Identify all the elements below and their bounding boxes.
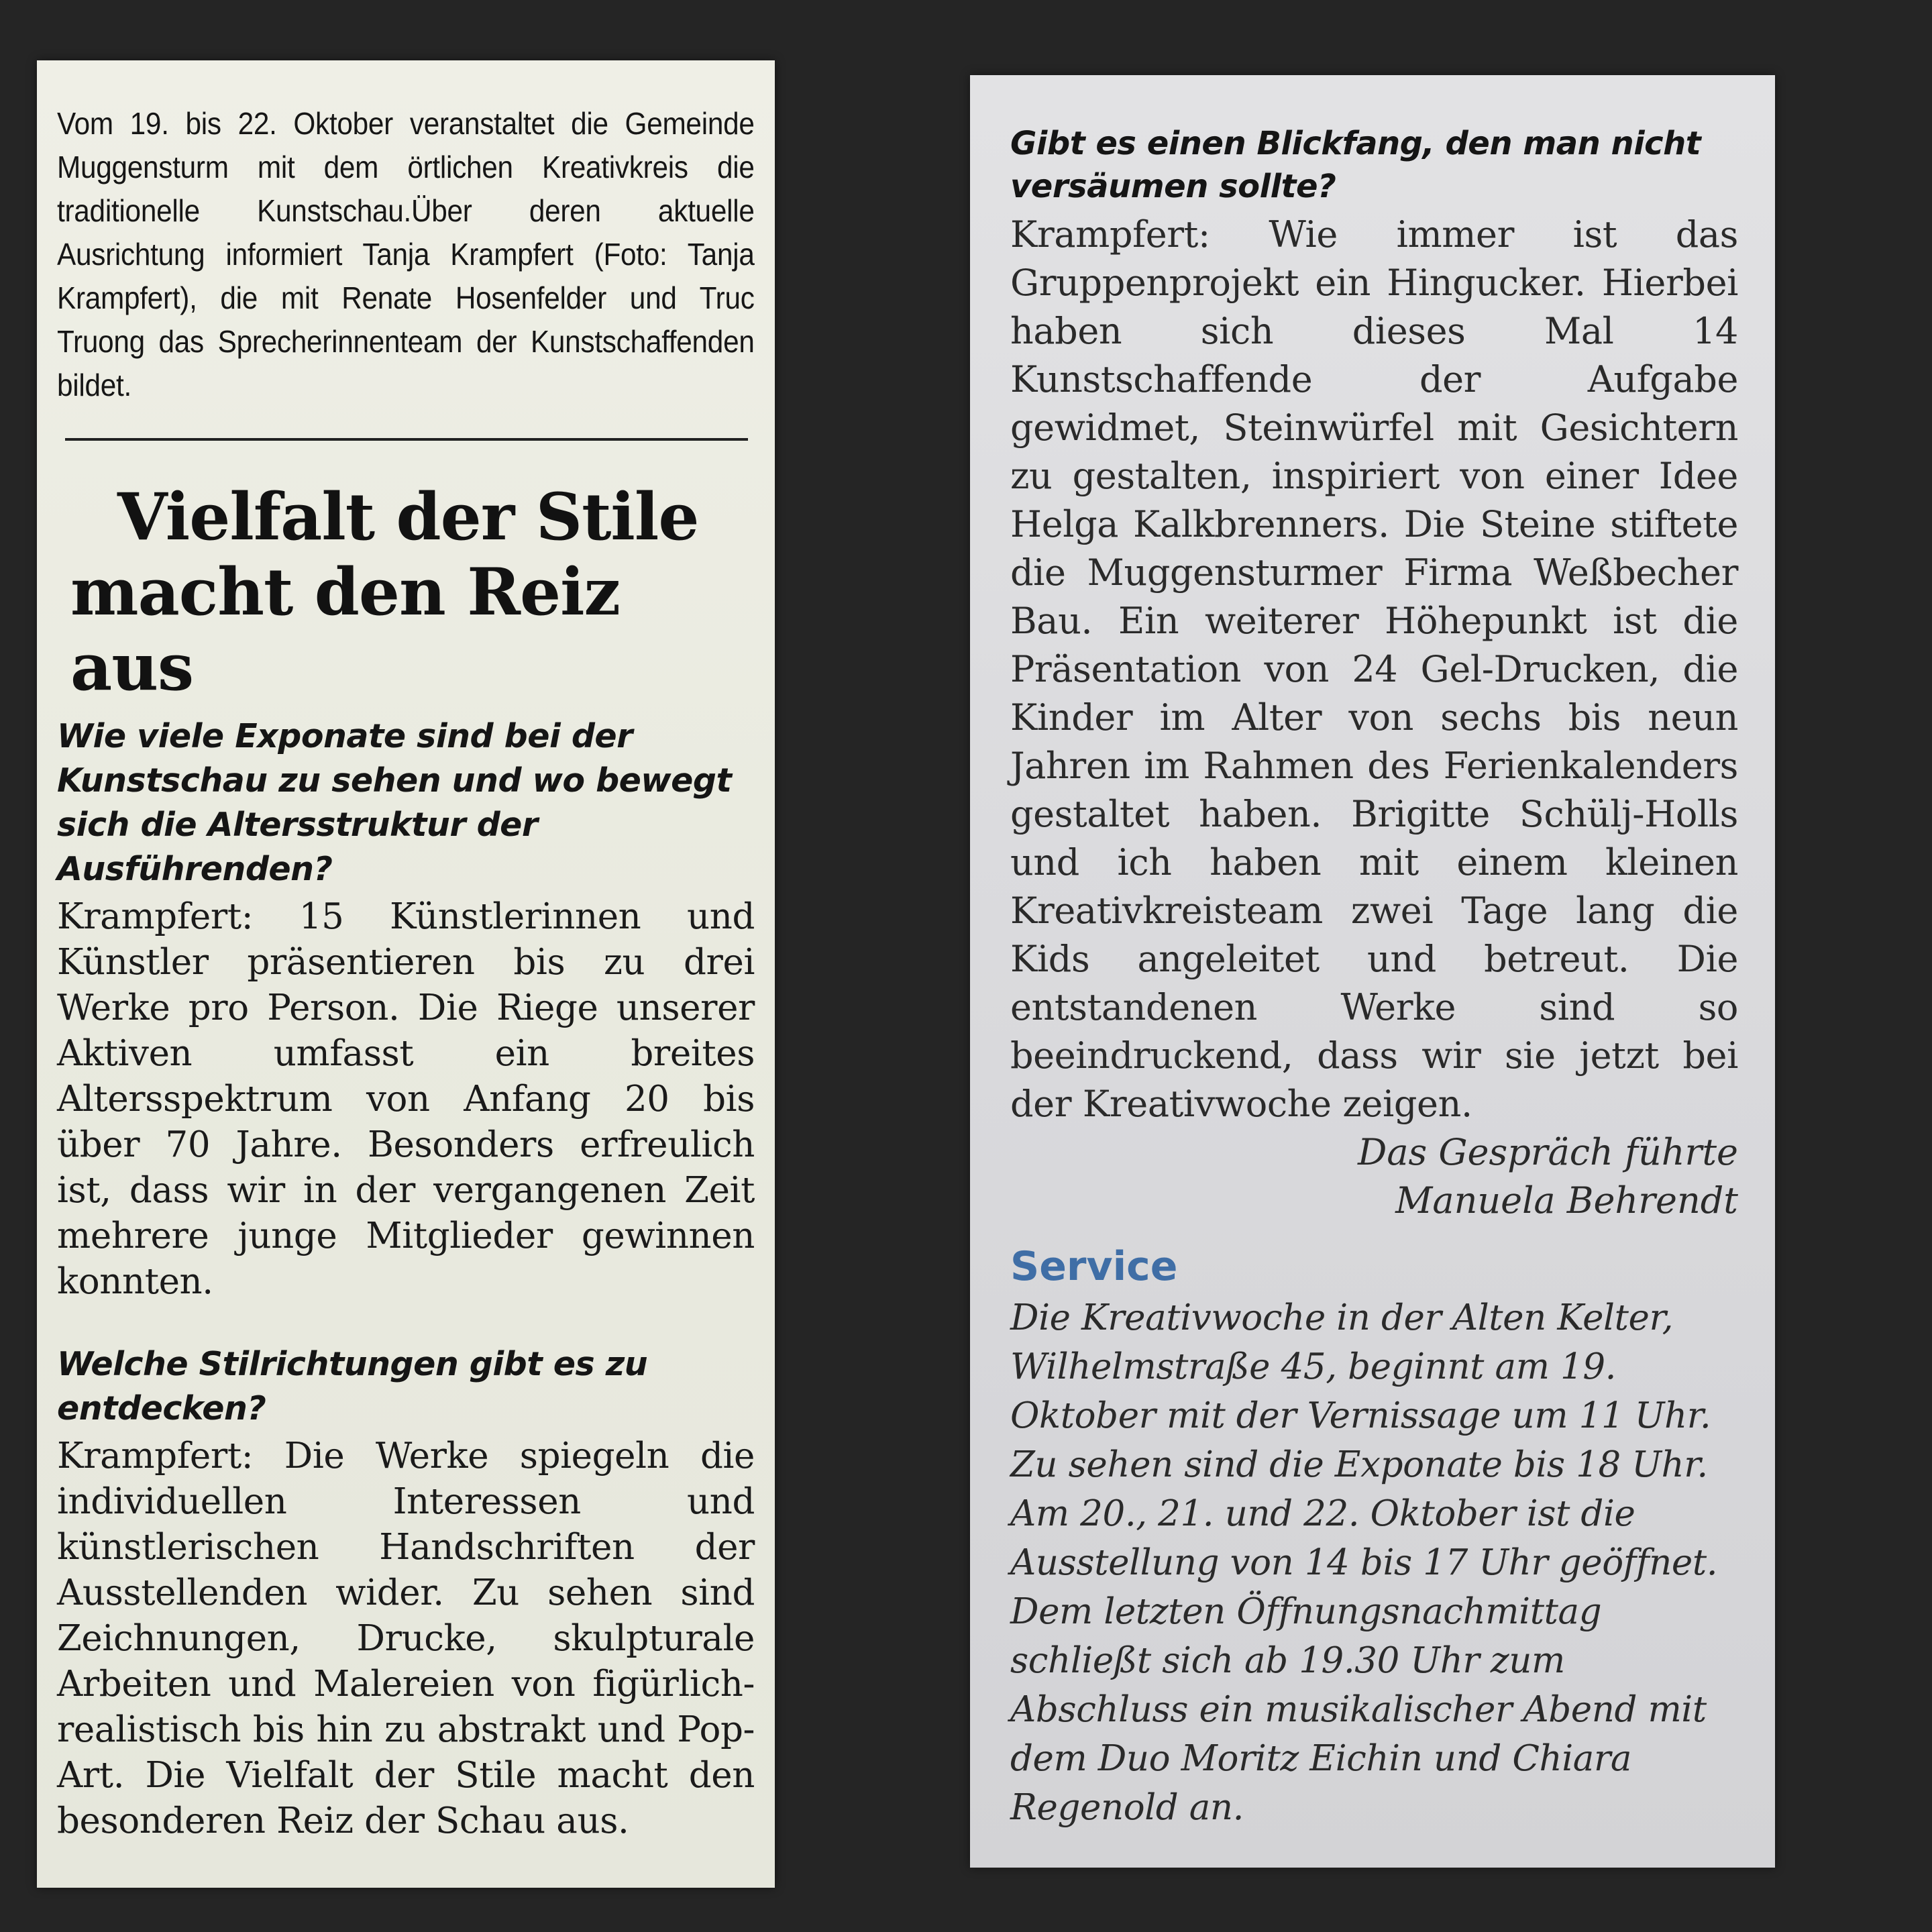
credit-line-1: Das Gespräch führte	[1358, 1131, 1738, 1173]
interview-credit	[1010, 1128, 1738, 1225]
answer-stilrichtungen: Krampfert: Die Werke spiegeln die individuellen Interessen und künstlerischen Handschriften der Ausstellenden wider. Zu sehen sind Zeichnungen, Drucke, skulpturale Arbeiten und Malereien von figürlich-realistisch bis hin zu abstrakt und Pop-Art. Die Vielfalt der Stile macht den besonderen Reiz der Schau aus.	[57, 1436, 755, 1841]
question-blickfang: Gibt es einen Blickfang, den man nicht versäumen sollte?	[1010, 125, 1701, 205]
headline-line-1: Vielfalt der Stile	[117, 479, 699, 555]
answer-blickfang: Krampfert: Wie immer ist das Gruppenprojekt ein Hingucker. Hierbei haben sich dieses Mal 14 Kunstschaffende der Aufgabe gewidmet, Steinwürfel mit Gesichtern zu gestalten, inspiriert von einer Idee Helga Kalkbrenners. Die Steine stiftete die Muggensturmer Firma Weßbecher Bau. Ein weiterer Höhepunkt ist die Präsentation von 24 Gel-Drucken, die Kinder im Alter von sechs bis neun Jahren im Rahmen des Ferienkalenders gestaltet haben. Brigitte Schülj-Holls und ich haben mit einem kleinen Kreativkreisteam zwei Tage lang die Kids angeleitet und betreut. Die entstandenen Werke sind so beeindruckend, dass wir sie jetzt bei der Kreativwoche zeigen.	[1010, 213, 1738, 1125]
intro-paragraph: Vom 19. bis 22. Oktober veranstaltet die Gemeinde Muggensturm mit dem örtlichen Kreativkreis die traditionelle Kunstschau.Über deren aktuelle Ausrichtung informiert Tanja Krampfert (Foto: Tanja Krampfert), die mit Renate Hosenfelder und Truc Truong das Sprecherinnenteam der Kunstschaffenden bildet.	[57, 106, 755, 402]
divider-rule	[65, 438, 748, 441]
headline	[70, 480, 755, 705]
newspaper-clipping-left	[37, 60, 775, 1888]
answer-exponate: Krampfert: 15 Künstlerinnen und Künstler präsentieren bis zu drei Werke pro Person. Die Riege unserer Aktiven umfasst ein breites Altersspektrum von Anfang 20 bis über 70 Jahre. Besonders erfreulich ist, dass wir in der vergangenen Zeit mehrere junge Mitglieder gewinnen konnten.	[57, 896, 755, 1302]
paragraph-gap	[57, 1305, 755, 1342]
service-text: Die Kreativwoche in der Alten Kelter, Wilhelmstraße 45, beginnt am 19. Oktober mit der Vernissage um 11 Uhr. Zu sehen sind die Exponate bis 18 Uhr. Am 20., 21. und 22. Oktober ist die Ausstellung von 14 bis 17 Uhr geöffnet. Dem letzten Öffnungsnachmittag schließt sich ab 19.30 Uhr zum Abschluss ein musikalischer Abend mit dem Duo Moritz Eichin und Chiara Regenold an.	[1010, 1297, 1718, 1828]
question-stilrichtungen: Welche Stilrichtungen gibt es zu entdecken?	[57, 1345, 648, 1428]
question-exponate: Wie viele Exponate sind bei der Kunstschau zu sehen und wo bewegt sich die Altersstruktur der Ausführenden?	[57, 717, 732, 888]
newspaper-clipping-right	[970, 75, 1775, 1868]
headline-line-2: macht den Reiz aus	[70, 554, 621, 705]
service-heading: Service	[1010, 1243, 1178, 1290]
credit-author: Manuela Behrendt	[1395, 1179, 1738, 1222]
